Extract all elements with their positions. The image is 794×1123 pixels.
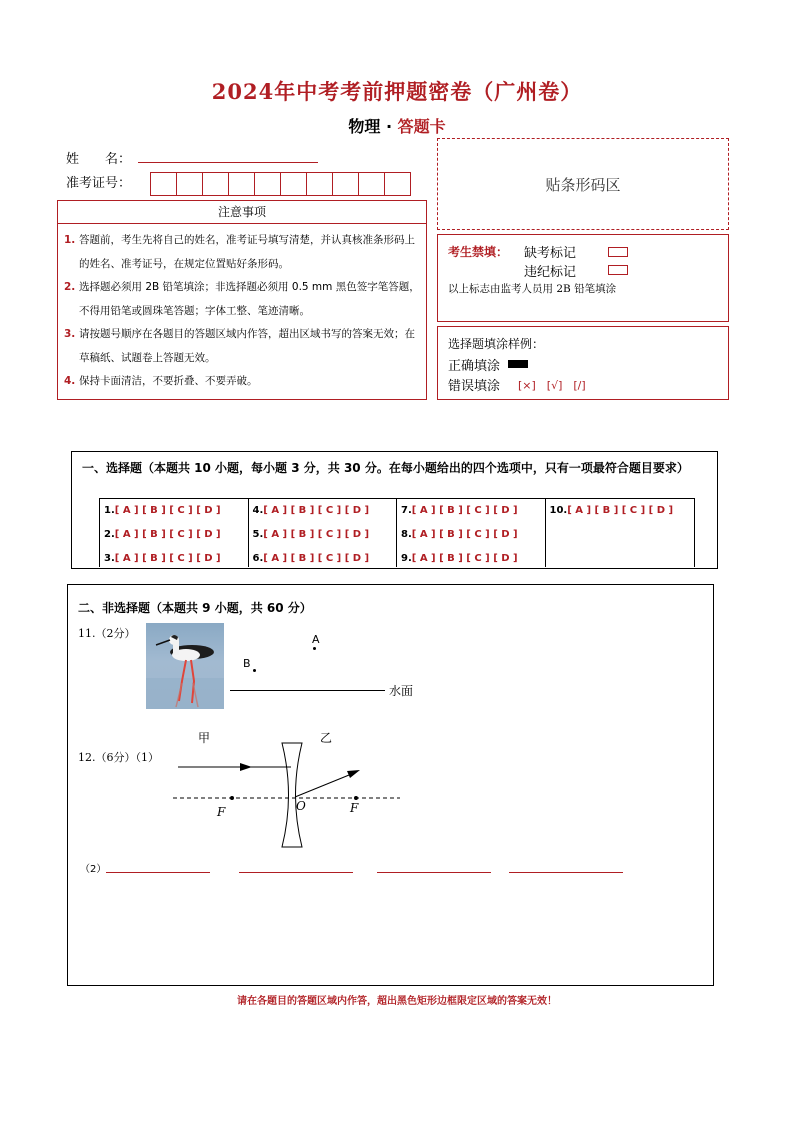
q12-label: 12.（6分）（1） (78, 751, 159, 764)
name-label: 姓 名： (66, 152, 132, 167)
point-a-dot (313, 647, 316, 650)
subtitle-subject: 物理 · (348, 117, 398, 136)
choice-column (100, 499, 249, 567)
choice-section-title: 一、选择题（本题共 10 小题，每小题 3 分，共 30 分。在每小题给出的四个选项中，只有一项最符合题目要求） (82, 461, 689, 475)
examiner-only-box (437, 234, 729, 322)
point-b-dot (253, 669, 256, 672)
choice-grid (99, 498, 695, 567)
choice-section (71, 451, 718, 569)
focus-right-dot (354, 796, 358, 800)
notice-item-text: 保持卡面清洁，不要折叠、不要弄破。 (79, 375, 258, 387)
non-choice-section (67, 584, 714, 986)
ticket-label: 准考证号： (66, 176, 132, 191)
correct-fill-sample (508, 360, 528, 368)
point-b-label: B (243, 657, 251, 670)
notice-item-number: 3. (64, 328, 76, 340)
subtitle-answer-sheet: 答题卡 (397, 117, 446, 136)
examiner-only-label: 考生禁填： (448, 245, 509, 259)
fill-sample-label: 选择题填涂样例： (448, 337, 545, 351)
wrong-fill-samples: [×] [√] [/] (518, 379, 586, 392)
notice-item (64, 229, 420, 276)
ticket-digit-box[interactable] (177, 173, 203, 195)
absent-mark-label: 缺考标记 (524, 246, 577, 261)
choice-question-4[interactable]: 4.[ A ] [ B ] [ C ] [ D ] (252, 505, 370, 516)
ticket-digit-box[interactable] (229, 173, 255, 195)
point-a-label: A (312, 633, 320, 646)
notice-item-number: 1. (64, 234, 76, 246)
label-yi: 乙 (320, 731, 333, 745)
refracted-ray (295, 773, 354, 797)
choice-question-1[interactable]: 1.[ A ] [ B ] [ C ] [ D ] (104, 505, 221, 516)
correct-fill-label: 正确填涂 (448, 359, 501, 374)
water-surface-line (230, 690, 385, 691)
answer-blank-1[interactable] (106, 872, 210, 873)
q12-part2-label: （2） (80, 864, 107, 875)
barcode-label: 贴条形码区 (545, 175, 621, 194)
notice-item-number: 2. (64, 281, 76, 293)
ticket-digit-box[interactable] (359, 173, 385, 195)
focus-left-dot (230, 796, 234, 800)
fill-sample-box (437, 326, 729, 400)
choice-question-9[interactable]: 9.[ A ] [ B ] [ C ] [ D ] (401, 553, 518, 564)
refracted-ray-arrow (347, 770, 360, 778)
q11-label: 11.（2分） (78, 627, 136, 640)
answer-blank-3[interactable] (377, 872, 491, 873)
notice-box (57, 200, 427, 400)
violation-mark-box[interactable] (608, 265, 628, 275)
choice-question-2[interactable]: 2.[ A ] [ B ] [ C ] [ D ] (104, 529, 221, 540)
examiner-note: 以上标志由监考人员用 2B 铅笔填涂 (448, 283, 617, 295)
ticket-digit-box[interactable] (307, 173, 333, 195)
violation-mark-label: 违纪标记 (524, 265, 577, 280)
choice-question-10[interactable]: 10.[ A ] [ B ] [ C ] [ D ] (549, 505, 674, 516)
barcode-area (437, 138, 729, 230)
answer-blank-4[interactable] (509, 872, 623, 873)
answer-blank-2[interactable] (239, 872, 353, 873)
notice-item-text: 选择题必须用 2B 铅笔填涂；非选择题必须用 0.5 mm 黑色签字笔答题，不得用铅笔或圆珠笔答题；字体工整、笔迹清晰。 (79, 281, 420, 317)
absent-mark-box[interactable] (608, 247, 628, 257)
page-subtitle (0, 114, 794, 137)
notice-heading: 注意事项 (58, 201, 426, 224)
choice-question-5[interactable]: 5.[ A ] [ B ] [ C ] [ D ] (252, 529, 370, 540)
choice-question-3[interactable]: 3.[ A ] [ B ] [ C ] [ D ] (104, 553, 221, 564)
bird-illustration (146, 623, 224, 709)
ticket-number-boxes[interactable] (150, 172, 411, 196)
ticket-digit-box[interactable] (151, 173, 177, 195)
footer-warning: 请在各题目的答题区域内作答，超出黑色矩形边框限定区域的答案无效！ (237, 996, 557, 1007)
label-jia: 甲 (198, 731, 211, 745)
choice-question-6[interactable]: 6.[ A ] [ B ] [ C ] [ D ] (252, 553, 370, 564)
notice-item (64, 276, 420, 323)
bird-photo (146, 623, 224, 709)
ticket-digit-box[interactable] (255, 173, 281, 195)
optical-center-label: O (296, 799, 306, 813)
choice-question-8[interactable]: 8.[ A ] [ B ] [ C ] [ D ] (401, 529, 518, 540)
non-choice-section-title: 二、非选择题（本题共 9 小题，共 60 分） (78, 601, 312, 615)
notice-item-text: 请按题号顺序在各题目的答题区域内作答，超出区域书写的答案无效；在草稿纸、试题卷上答题无效。 (79, 328, 415, 364)
ticket-digit-box[interactable] (385, 173, 410, 195)
choice-column (249, 499, 398, 567)
water-surface-label: 水面 (389, 684, 414, 698)
ticket-digit-box[interactable] (203, 173, 229, 195)
choice-column (546, 499, 695, 567)
choice-column (397, 499, 546, 567)
wrong-fill-label: 错误填涂 (448, 379, 501, 394)
notice-list (58, 224, 426, 394)
ticket-digit-box[interactable] (281, 173, 307, 195)
choice-question-7[interactable]: 7.[ A ] [ B ] [ C ] [ D ] (401, 505, 518, 516)
notice-item (64, 370, 420, 394)
ticket-digit-box[interactable] (333, 173, 359, 195)
lens-diagram (168, 737, 408, 852)
focus-left-label: F (217, 805, 226, 819)
notice-item-text: 答题前，考生先将自己的姓名，准考证号填写清楚，并认真核准条形码上的姓名、准考证号，在规定位置贴好条形码。 (79, 234, 415, 270)
name-field[interactable] (138, 162, 318, 163)
page-title: 2024年中考考前押题密卷（广州卷） (211, 79, 583, 104)
notice-item-number: 4. (64, 375, 76, 387)
focus-right-label: F (350, 801, 359, 815)
notice-item (64, 323, 420, 370)
